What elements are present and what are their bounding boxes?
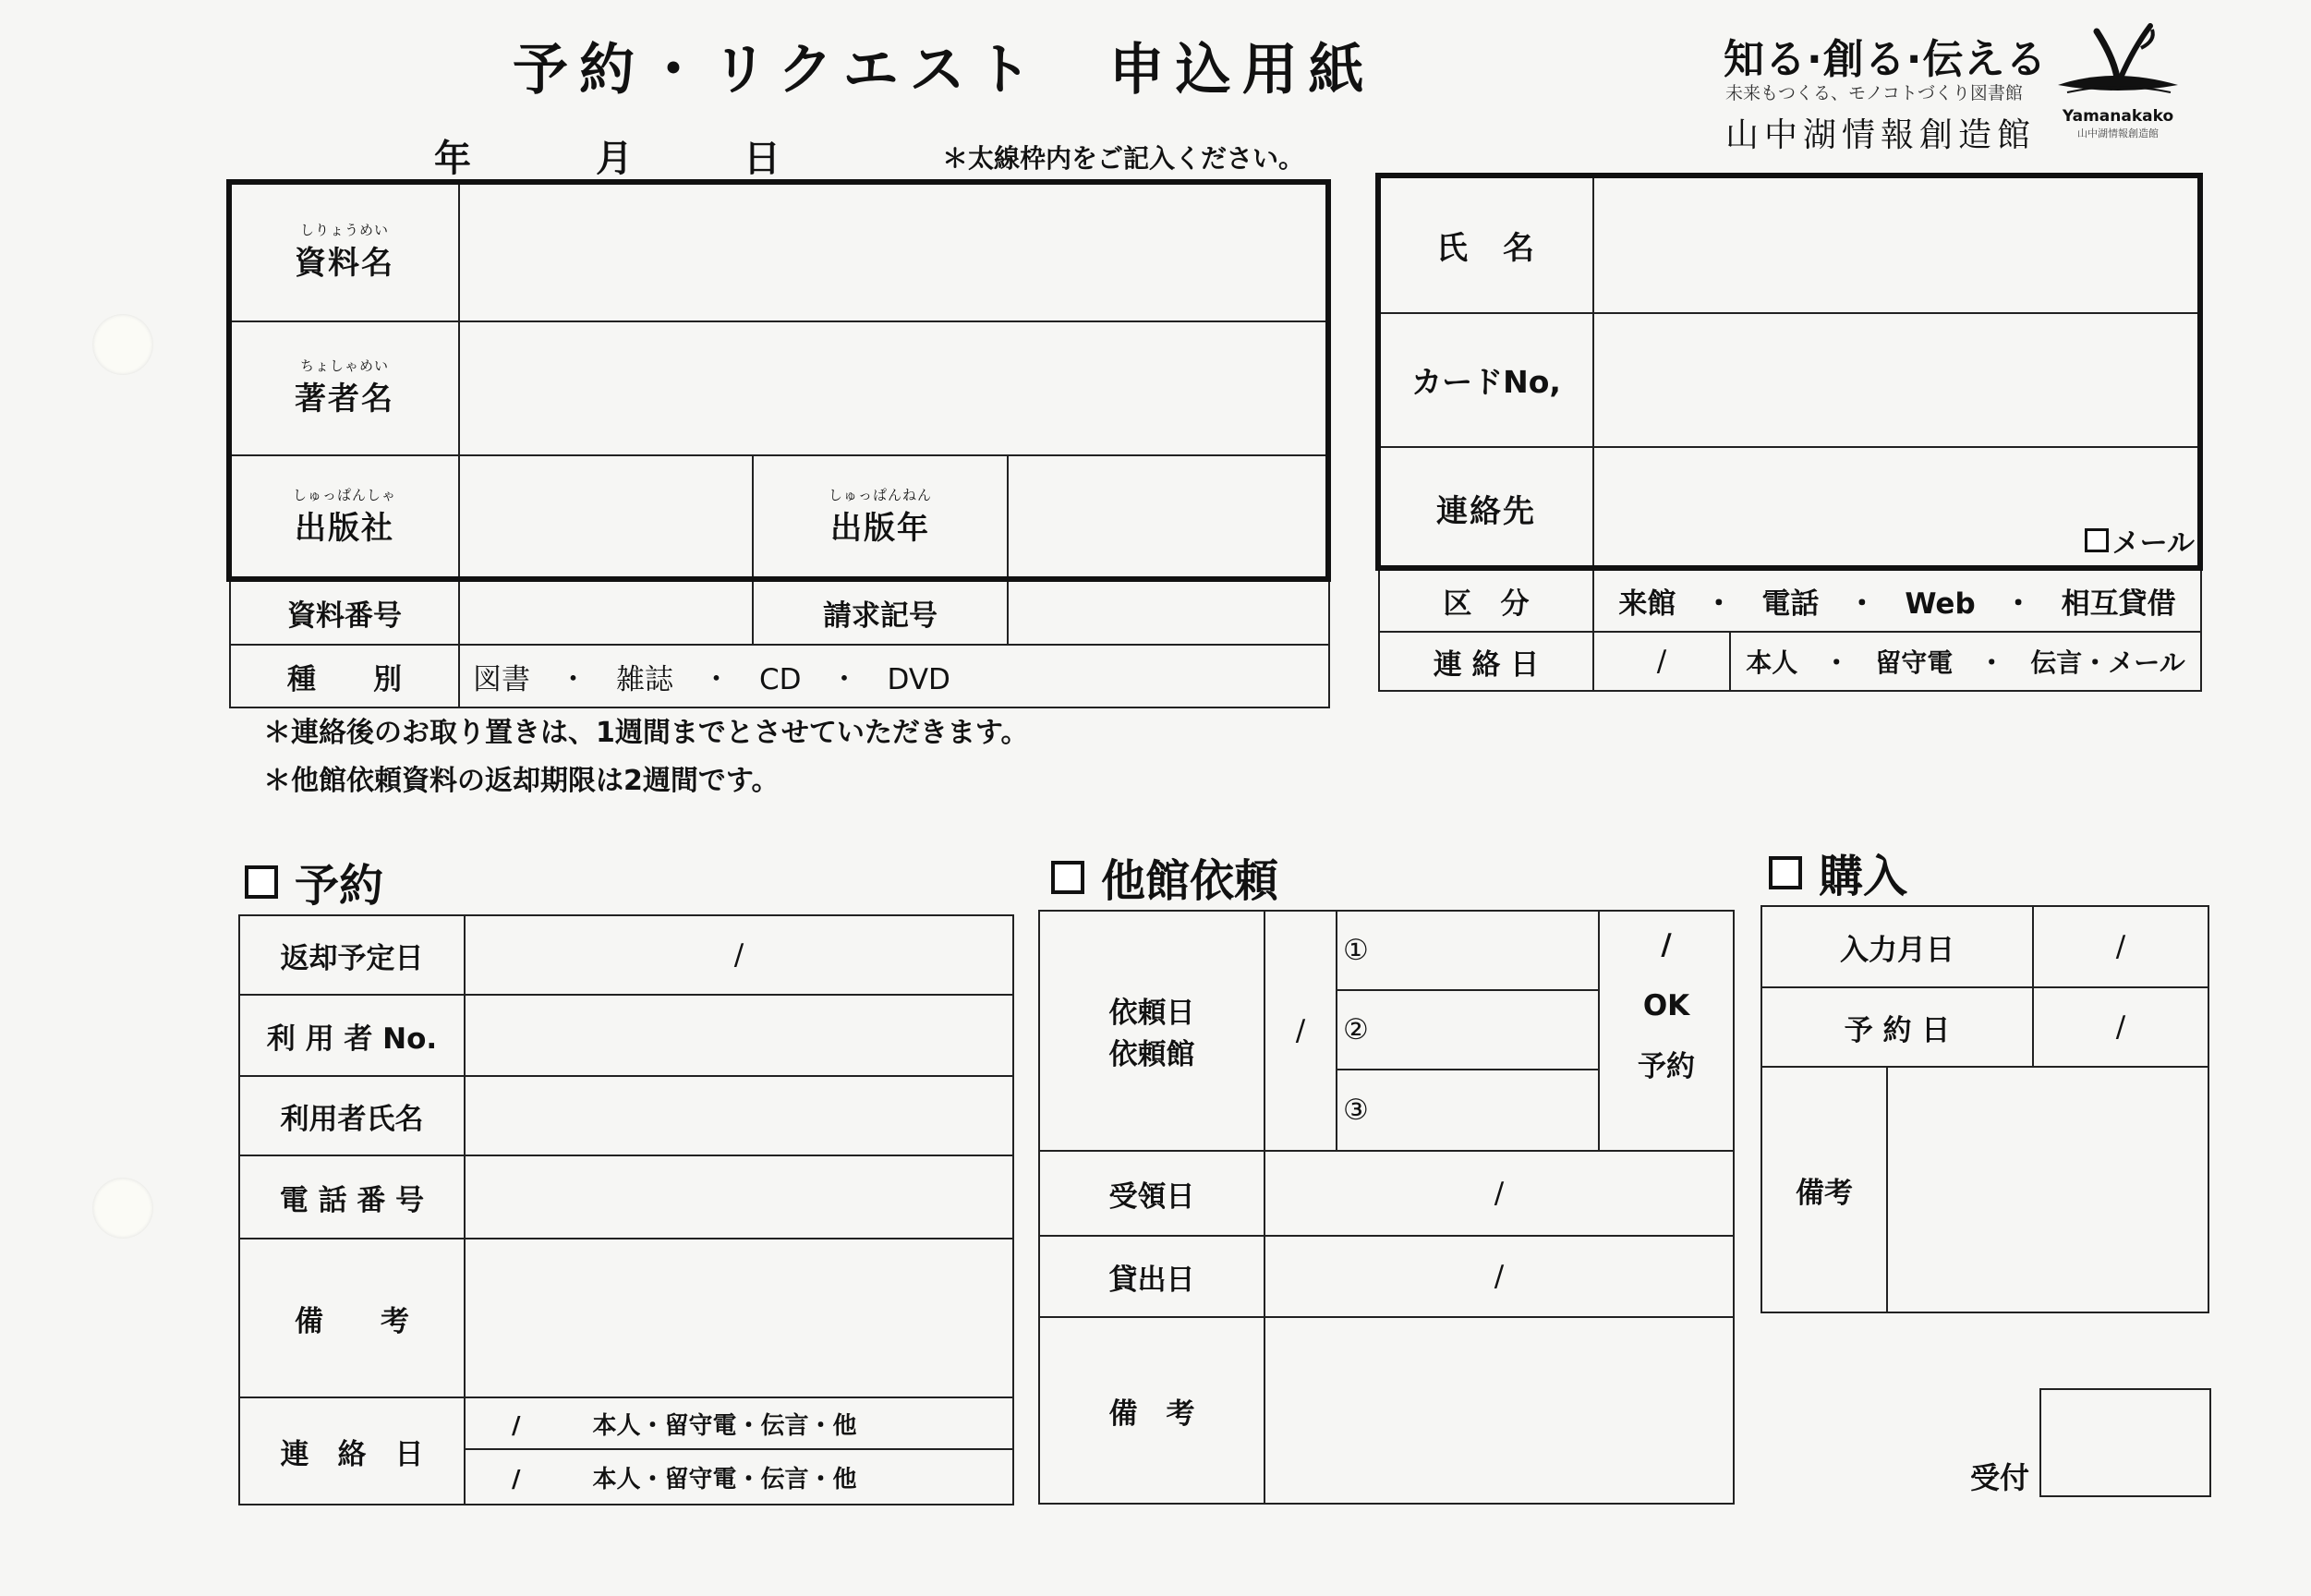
user-name-input[interactable] bbox=[465, 1076, 1013, 1155]
interlibrary-heading bbox=[1051, 845, 1278, 909]
callno-label: 請求記号 bbox=[753, 580, 1008, 645]
form-title: 予約・リクエスト 申込用紙 bbox=[513, 38, 1375, 103]
request-label-cell bbox=[1039, 911, 1264, 1151]
patron-contact-date-input[interactable]: / bbox=[1593, 632, 1730, 691]
reservation-remarks-input[interactable] bbox=[465, 1239, 1013, 1397]
material-number-label: 資料番号 bbox=[230, 580, 459, 645]
logo-text: Yamanakako bbox=[2062, 107, 2174, 126]
reservation-contact-row-2[interactable]: / 本人・留守電・伝言・他 bbox=[465, 1449, 1013, 1505]
ok-reserve-cell[interactable] bbox=[1599, 911, 1734, 1151]
material-number-input[interactable] bbox=[459, 580, 753, 645]
logo-subtext: 山中湖情報創造館 bbox=[2077, 127, 2159, 139]
reception-label: 受付 bbox=[1970, 1460, 2030, 1495]
logo-mark-icon bbox=[2049, 20, 2187, 103]
user-no-label: 利 用 者 No. bbox=[239, 995, 465, 1076]
request-library-label: 依頼館 bbox=[1108, 1038, 1195, 1071]
pubyear-label-cell bbox=[753, 455, 1008, 580]
purchase-remarks-label: 備考 bbox=[1761, 1067, 1887, 1312]
purchase-heading-text: 購入 bbox=[1819, 851, 1908, 902]
reservation-heading bbox=[245, 850, 383, 913]
reception-stamp-box[interactable] bbox=[2039, 1388, 2211, 1497]
pubyear-input[interactable] bbox=[1008, 455, 1329, 580]
author-ruby: ちょしゃめい bbox=[299, 357, 389, 374]
return-date-label: 返却予定日 bbox=[239, 915, 465, 995]
author-input[interactable] bbox=[459, 321, 1329, 455]
library-slot-2[interactable]: ② bbox=[1337, 990, 1599, 1070]
interlibrary-remarks-input[interactable] bbox=[1264, 1317, 1734, 1504]
publisher-input[interactable] bbox=[459, 455, 753, 580]
ok-label: OK bbox=[1642, 989, 1690, 1022]
reservation-table bbox=[238, 914, 1014, 1505]
type-options[interactable]: 図書 ・ 雑誌 ・ CD ・ DVD bbox=[459, 645, 1329, 707]
input-date-input[interactable]: / bbox=[2033, 906, 2208, 987]
email-checkbox[interactable] bbox=[2085, 520, 2195, 561]
title-ruby: しりょうめい bbox=[299, 221, 389, 238]
publisher-label-cell bbox=[230, 455, 459, 580]
brand-subtitle: 未来もつくる、モノコトづくり図書館 bbox=[1725, 83, 2023, 103]
punch-hole-bottom bbox=[92, 1178, 153, 1239]
title-label-cell bbox=[230, 183, 459, 321]
pubyear-label: 出版年 bbox=[830, 510, 930, 547]
contact-method-options[interactable]: 本人 ・ 留守電 ・ 伝言・メール bbox=[1730, 632, 2201, 691]
note-hold-period: ＊連絡後のお取り置きは、1週間までとさせていただきます。 bbox=[263, 717, 1029, 749]
pubyear-ruby: しゅっぱんねん bbox=[828, 487, 932, 503]
date-day-label: 日 bbox=[744, 138, 780, 180]
input-date-label: 入力月日 bbox=[1761, 906, 2033, 987]
purchase-reserve-date-label: 予 約 日 bbox=[1761, 987, 2033, 1067]
user-name-label: 利用者氏名 bbox=[239, 1076, 465, 1155]
brand-slogan: 知る·創る·伝える bbox=[1724, 36, 2048, 83]
return-date-input[interactable]: / bbox=[465, 915, 1013, 995]
interlibrary-checkbox[interactable] bbox=[1051, 861, 1084, 894]
purchase-remarks-input[interactable] bbox=[1887, 1067, 2208, 1312]
callno-input[interactable] bbox=[1008, 580, 1329, 645]
publisher-label: 出版社 bbox=[295, 510, 394, 547]
reserve-label: 予約 bbox=[1638, 1050, 1695, 1083]
interlibrary-remarks-label: 備 考 bbox=[1039, 1317, 1264, 1504]
patron-table bbox=[1378, 175, 2202, 692]
reservation-heading-text: 予約 bbox=[295, 860, 384, 912]
purchase-reserve-date-input[interactable]: / bbox=[2033, 987, 2208, 1067]
reservation-checkbox[interactable] bbox=[245, 865, 278, 899]
phone-label: 電 話 番 号 bbox=[239, 1155, 465, 1239]
lent-date-input[interactable]: / bbox=[1264, 1236, 1734, 1317]
purchase-checkbox[interactable] bbox=[1769, 856, 1802, 889]
user-no-input[interactable] bbox=[465, 995, 1013, 1076]
library-slot-3[interactable]: ③ bbox=[1337, 1070, 1599, 1151]
purchase-heading bbox=[1769, 840, 1907, 904]
library-logo bbox=[2049, 20, 2187, 150]
request-date-input[interactable]: / bbox=[1264, 911, 1337, 1151]
card-label: カードNo, bbox=[1379, 313, 1593, 447]
category-label: 区 分 bbox=[1379, 569, 1593, 632]
interlibrary-table bbox=[1038, 910, 1735, 1505]
library-name: 山中湖情報創造館 bbox=[1725, 116, 2037, 154]
date-month-label: 月 bbox=[596, 138, 633, 180]
name-label: 氏 名 bbox=[1379, 176, 1593, 313]
ok-slash: / bbox=[1661, 928, 1672, 961]
type-label: 種 別 bbox=[230, 645, 459, 707]
publisher-ruby: しゅっぱんしゃ bbox=[292, 487, 396, 503]
purchase-table bbox=[1760, 905, 2209, 1313]
patron-contact-date-label: 連 絡 日 bbox=[1379, 632, 1593, 691]
received-date-label: 受領日 bbox=[1039, 1151, 1264, 1236]
category-options[interactable]: 来館 ・ 電話 ・ Web ・ 相互貸借 bbox=[1593, 569, 2201, 632]
instruction-text: ＊太線枠内をご記入ください。 bbox=[942, 143, 1305, 174]
phone-input[interactable] bbox=[465, 1155, 1013, 1239]
request-date-label: 依頼日 bbox=[1108, 997, 1195, 1030]
reservation-contact-row-1[interactable]: / 本人・留守電・伝言・他 bbox=[465, 1397, 1013, 1449]
email-checkbox-box[interactable] bbox=[2085, 528, 2109, 552]
received-date-input[interactable]: / bbox=[1264, 1151, 1734, 1236]
title-label: 資料名 bbox=[295, 244, 394, 282]
library-slot-1[interactable]: ① bbox=[1337, 911, 1599, 990]
note-return-deadline: ＊他館依頼資料の返却期限は2週間です。 bbox=[263, 765, 780, 797]
lent-date-label: 貸出日 bbox=[1039, 1236, 1264, 1317]
interlibrary-heading-text: 他館依頼 bbox=[1101, 855, 1279, 907]
author-label-cell bbox=[230, 321, 459, 455]
card-input[interactable] bbox=[1593, 313, 2201, 447]
title-input[interactable] bbox=[459, 183, 1329, 321]
date-year-label: 年 bbox=[434, 138, 471, 180]
author-label: 著者名 bbox=[295, 381, 394, 417]
punch-hole-top bbox=[92, 314, 153, 375]
reservation-contact-date-label: 連 絡 日 bbox=[239, 1397, 465, 1505]
name-input[interactable] bbox=[1593, 176, 2201, 313]
reservation-remarks-label: 備 考 bbox=[239, 1239, 465, 1397]
material-table bbox=[229, 182, 1330, 708]
contact-label: 連絡先 bbox=[1379, 447, 1593, 569]
email-label: メール bbox=[2111, 527, 2195, 560]
contact-input[interactable] bbox=[1593, 447, 2201, 569]
